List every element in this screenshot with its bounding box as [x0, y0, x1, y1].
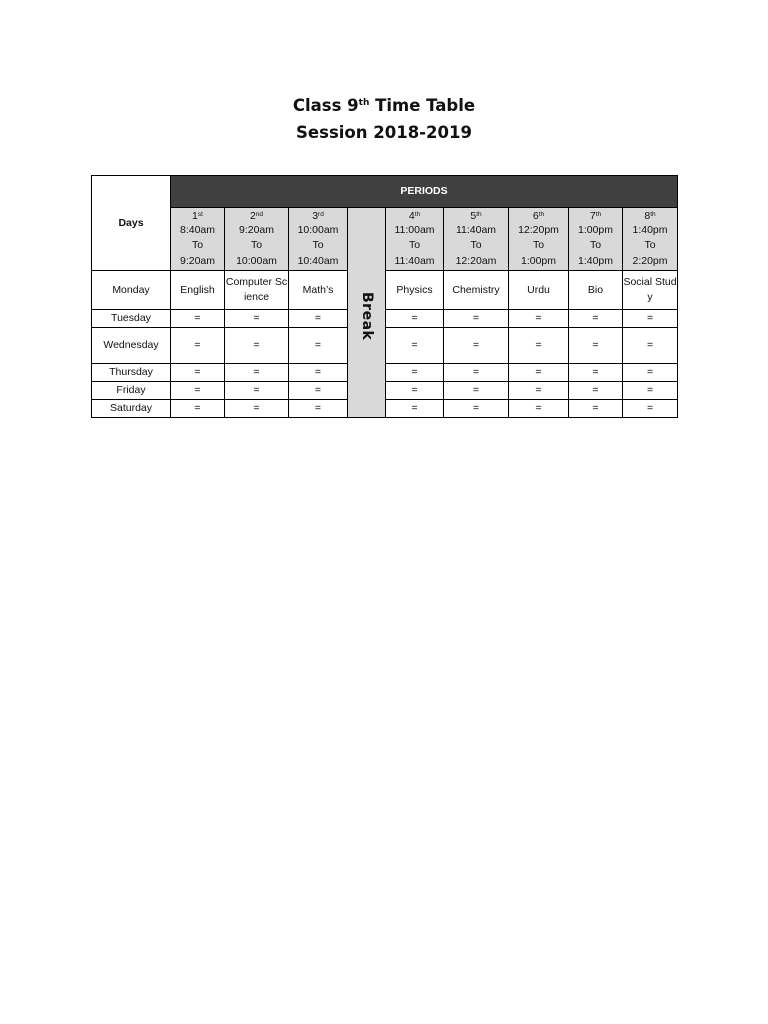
period-header-6 — [509, 208, 569, 271]
subject-cell: Bio — [569, 271, 623, 310]
subject-cell: = — [386, 400, 444, 418]
day-name-cell: Friday — [92, 382, 171, 400]
period-to-label: To — [532, 239, 545, 252]
subject-cell: = — [569, 400, 623, 418]
subject-cell: = — [569, 328, 623, 364]
period-end-time: 2:20pm — [632, 254, 668, 267]
subject-cell: = — [623, 382, 678, 400]
day-name-cell: Saturday — [92, 400, 171, 418]
period-start-time: 8:40am — [179, 223, 216, 236]
period-suffix: st — [197, 210, 203, 218]
subject-cell: = — [444, 310, 509, 328]
period-ordinal — [386, 209, 443, 223]
title-class-text: Class 9 — [292, 96, 359, 115]
periods-header-label: PERIODS — [400, 185, 448, 197]
subject-cell: Math’s — [289, 271, 348, 310]
period-suffix: nd — [255, 210, 264, 218]
period-ordinal — [569, 209, 622, 223]
period-to-label: To — [191, 239, 204, 252]
day-row-wednesday — [92, 328, 678, 364]
period-ordinal — [225, 209, 288, 223]
period-end-time: 12:20am — [455, 254, 497, 267]
period-ordinal — [623, 209, 677, 223]
period-end-time: 10:40am — [297, 254, 339, 267]
subject-cell: = — [171, 382, 225, 400]
period-number: 4 — [408, 209, 415, 222]
period-start-time: 11:00am — [394, 223, 435, 236]
period-start-time: 1:00pm — [577, 223, 614, 236]
period-suffix: th — [650, 210, 656, 218]
period-suffix: th — [476, 210, 482, 218]
subject-cell: = — [386, 310, 444, 328]
period-to-label: To — [470, 239, 482, 252]
day-name-cell: Tuesday — [92, 310, 171, 328]
subject-cell: = — [225, 400, 289, 418]
period-end-time: 1:40pm — [577, 254, 614, 267]
subject-cell: = — [225, 364, 289, 382]
day-name-cell: Wednesday — [92, 328, 171, 364]
period-number: 3 — [312, 209, 319, 222]
day-row-tuesday — [92, 310, 678, 328]
period-to-label: To — [408, 239, 421, 252]
period-start-time: 11:40am — [455, 223, 497, 236]
subject-cell: = — [289, 400, 348, 418]
header-row-periods — [92, 176, 678, 208]
period-to-label: To — [312, 239, 324, 252]
subject-cell: Physics — [386, 271, 444, 310]
day-name-cell: Monday — [92, 271, 171, 310]
title-line-session: Session 2018-2019 — [296, 123, 472, 142]
period-header-1 — [171, 208, 225, 271]
period-start-time: 1:40pm — [632, 223, 668, 236]
subject-cell: = — [623, 364, 678, 382]
period-to-label: To — [644, 239, 656, 252]
period-header-8 — [623, 208, 678, 271]
period-header-3 — [289, 208, 348, 271]
subject-cell: = — [386, 328, 444, 364]
title-line-class — [0, 92, 768, 119]
subject-cell: = — [444, 382, 509, 400]
period-ordinal — [289, 209, 347, 223]
period-suffix: rd — [318, 210, 324, 218]
subject-cell: = — [289, 364, 348, 382]
day-row-saturday — [92, 400, 678, 418]
period-number: 7 — [589, 209, 596, 222]
timetable-body — [92, 176, 678, 418]
subject-cell: = — [171, 328, 225, 364]
subject-cell: English — [171, 271, 225, 310]
subject-cell: = — [386, 382, 444, 400]
day-row-friday — [92, 382, 678, 400]
period-to-label: To — [250, 239, 263, 252]
period-start-time: 10:00am — [297, 223, 339, 236]
subject-cell: = — [509, 328, 569, 364]
subject-cell: Urdu — [509, 271, 569, 310]
subject-cell: = — [444, 400, 509, 418]
subject-cell: = — [509, 382, 569, 400]
subject-cell: Social Study — [623, 271, 678, 310]
subject-cell: = — [289, 382, 348, 400]
subject-cell: = — [623, 310, 678, 328]
subject-cell: = — [509, 364, 569, 382]
period-suffix: th — [538, 210, 545, 218]
subject-cell: = — [225, 382, 289, 400]
title-class-suffix: th — [358, 98, 370, 108]
subject-cell: = — [289, 328, 348, 364]
break-label: Break — [359, 292, 375, 341]
period-ordinal — [509, 209, 568, 223]
day-row-monday — [92, 271, 678, 310]
period-ordinal — [171, 209, 224, 223]
period-number: 8 — [644, 209, 651, 222]
title-timetable-text: Time Table — [369, 96, 476, 115]
days-header-label: Days — [118, 216, 144, 229]
subject-cell: = — [171, 364, 225, 382]
period-header-7 — [569, 208, 623, 271]
break-column — [348, 208, 386, 418]
subject-cell: = — [569, 310, 623, 328]
period-suffix: th — [414, 210, 421, 218]
subject-cell: = — [225, 328, 289, 364]
subject-cell: = — [444, 328, 509, 364]
period-header-5 — [444, 208, 509, 271]
subject-cell: = — [171, 400, 225, 418]
period-end-time: 10:00am — [236, 254, 277, 267]
period-header-4 — [386, 208, 444, 271]
subject-cell: = — [171, 310, 225, 328]
document-title — [0, 92, 768, 146]
period-ordinal — [444, 209, 508, 223]
period-end-time: 11:40am — [394, 254, 435, 267]
subject-cell: = — [623, 328, 678, 364]
subject-cell: Chemistry — [444, 271, 509, 310]
period-number: 5 — [470, 209, 477, 222]
subject-cell: = — [386, 364, 444, 382]
header-row-times — [92, 208, 678, 271]
period-to-label: To — [589, 239, 602, 252]
subject-cell: = — [569, 364, 623, 382]
subject-cell: = — [569, 382, 623, 400]
period-number: 1 — [192, 209, 198, 222]
periods-header-cell — [171, 176, 678, 208]
timetable — [91, 175, 678, 418]
subject-cell: = — [623, 400, 678, 418]
subject-cell: = — [225, 310, 289, 328]
period-start-time: 9:20am — [238, 223, 275, 236]
period-end-time: 9:20am — [179, 254, 216, 267]
period-number: 6 — [532, 209, 539, 222]
subject-cell: = — [289, 310, 348, 328]
period-header-2 — [225, 208, 289, 271]
period-start-time: 12:20pm — [518, 223, 559, 236]
day-row-thursday — [92, 364, 678, 382]
period-number: 2 — [249, 209, 256, 222]
subject-cell: = — [509, 400, 569, 418]
subject-cell: = — [444, 364, 509, 382]
day-name-cell: Thursday — [92, 364, 171, 382]
subject-cell: = — [509, 310, 569, 328]
days-header-cell — [92, 176, 171, 271]
period-suffix: th — [595, 210, 602, 218]
period-end-time: 1:00pm — [520, 254, 557, 267]
subject-cell: Computer Science — [225, 271, 289, 310]
